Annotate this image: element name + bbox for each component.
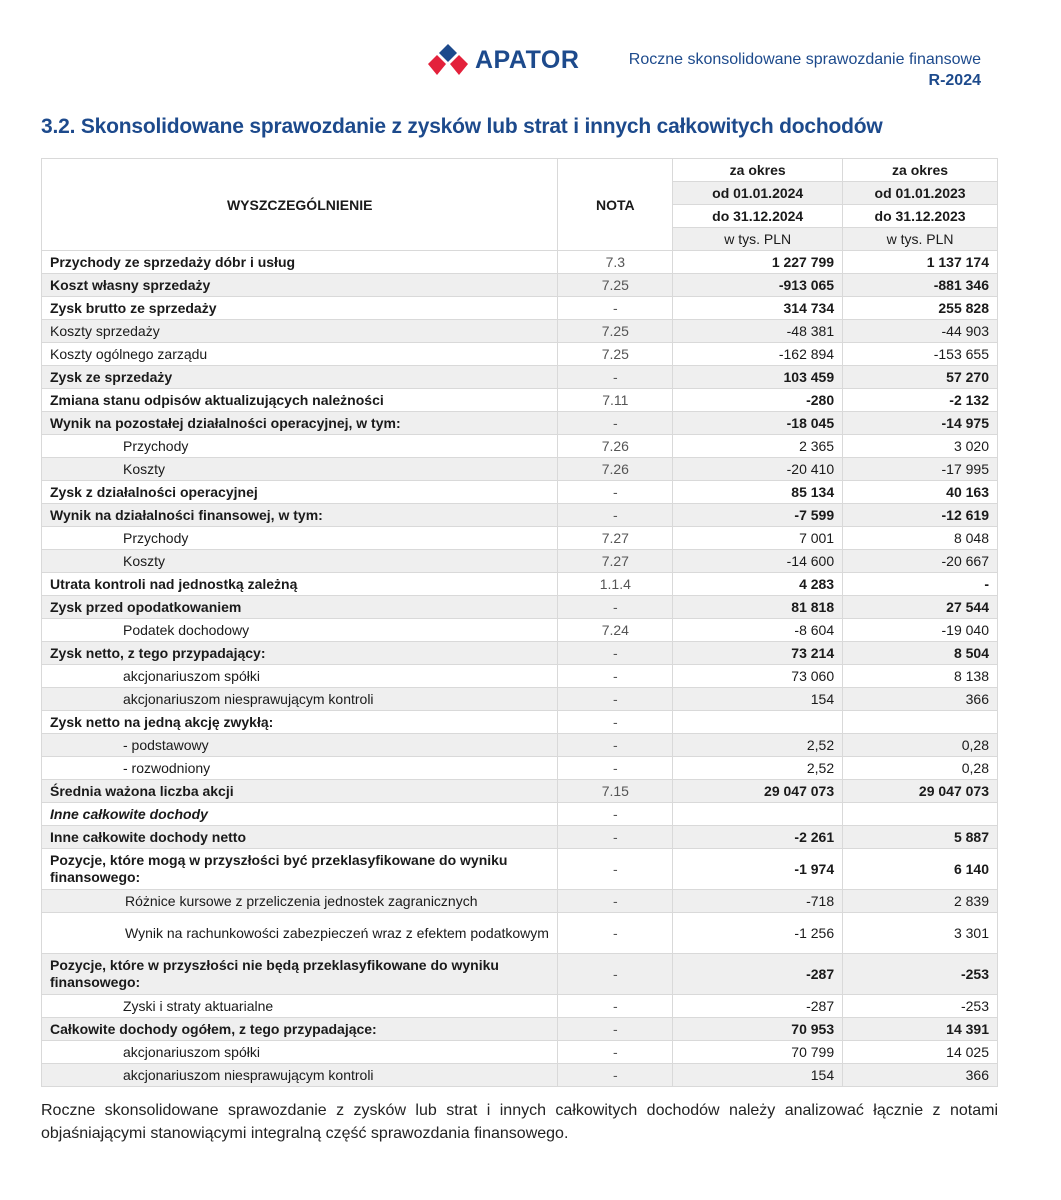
row-value-2023: 8 048: [843, 527, 998, 550]
row-value-2024: 81 818: [673, 596, 843, 619]
row-label: akcjonariuszom spółki: [42, 1041, 558, 1064]
row-value-2023: -17 995: [843, 458, 998, 481]
row-value-2024: -1 974: [673, 849, 843, 890]
row-value-2023: 1 137 174: [843, 251, 998, 274]
row-value-2023: 0,28: [843, 757, 998, 780]
row-note: -: [558, 995, 673, 1018]
row-label: Przychody: [42, 527, 558, 550]
row-note: -: [558, 366, 673, 389]
row-note: -: [558, 826, 673, 849]
row-note: 7.24: [558, 619, 673, 642]
row-value-2024: -2 261: [673, 826, 843, 849]
row-label: Zysk z działalności operacyjnej: [42, 481, 558, 504]
row-value-2023: 0,28: [843, 734, 998, 757]
row-note: -: [558, 711, 673, 734]
row-value-2023: -253: [843, 995, 998, 1018]
column-header-item: WYSZCZEGÓLNIENIE: [42, 159, 558, 251]
row-label: Inne całkowite dochody netto: [42, 826, 558, 849]
table-row: [42, 320, 998, 343]
row-note: -: [558, 665, 673, 688]
column-header-note: NOTA: [558, 159, 673, 251]
row-value-2024: 2,52: [673, 757, 843, 780]
row-label: Średnia ważona liczba akcji: [42, 780, 558, 803]
table-row: [42, 757, 998, 780]
row-note: 7.27: [558, 550, 673, 573]
row-value-2023: 27 544: [843, 596, 998, 619]
row-value-2024: -280: [673, 389, 843, 412]
row-value-2024: 7 001: [673, 527, 843, 550]
row-value-2023: 3 020: [843, 435, 998, 458]
row-value-2023: -19 040: [843, 619, 998, 642]
row-note: 7.27: [558, 527, 673, 550]
row-value-2023: -153 655: [843, 343, 998, 366]
row-note: -: [558, 297, 673, 320]
row-label: Wynik na pozostałej działalności operacyjnej, w tym:: [42, 412, 558, 435]
table-row: [42, 389, 998, 412]
row-label: Pozycje, które w przyszłości nie będą przeklasyfikowane do wyniku finansowego:: [42, 954, 558, 995]
column-header-2023-unit: w tys. PLN: [843, 228, 998, 251]
apator-diamond-logo-icon: [426, 44, 470, 80]
table-row: [42, 1018, 998, 1041]
table-row: [42, 596, 998, 619]
row-label: akcjonariuszom spółki: [42, 665, 558, 688]
row-value-2024: -1 256: [673, 913, 843, 954]
row-value-2024: 103 459: [673, 366, 843, 389]
row-note: -: [558, 642, 673, 665]
row-value-2023: 255 828: [843, 297, 998, 320]
table-row: [42, 734, 998, 757]
row-note: 7.15: [558, 780, 673, 803]
footnote: Roczne skonsolidowane sprawozdanie z zysków lub strat i innych całkowitych dochodów należy analizować łącznie z notami objaśniającymi stanowiącymi integralną część sprawozdania finansowego.: [41, 1102, 998, 1142]
income-statement-table: [41, 158, 998, 1087]
row-label: Koszty: [42, 458, 558, 481]
row-value-2024: 70 953: [673, 1018, 843, 1041]
row-value-2024: [673, 711, 843, 734]
row-value-2023: [843, 803, 998, 826]
table-row: [42, 343, 998, 366]
row-value-2023: 366: [843, 688, 998, 711]
row-value-2023: 40 163: [843, 481, 998, 504]
row-label: - rozwodniony: [42, 757, 558, 780]
row-value-2023: 6 140: [843, 849, 998, 890]
row-label: Zmiana stanu odpisów aktualizujących należności: [42, 389, 558, 412]
row-value-2024: 73 214: [673, 642, 843, 665]
row-note: 7.26: [558, 458, 673, 481]
row-value-2024: 1 227 799: [673, 251, 843, 274]
row-value-2024: 73 060: [673, 665, 843, 688]
row-label: Zysk netto, z tego przypadający:: [42, 642, 558, 665]
column-header-2024-from: od 01.01.2024: [673, 182, 843, 205]
table-row: [42, 297, 998, 320]
row-label: Koszt własny sprzedaży: [42, 274, 558, 297]
row-label: Podatek dochodowy: [42, 619, 558, 642]
row-note: -: [558, 688, 673, 711]
row-value-2024: -48 381: [673, 320, 843, 343]
row-value-2023: -: [843, 573, 998, 596]
table-row: [42, 890, 998, 913]
column-header-2024-to: do 31.12.2024: [673, 205, 843, 228]
table-row: [42, 458, 998, 481]
row-note: -: [558, 757, 673, 780]
report-title: Roczne skonsolidowane sprawozdanie finansowe: [628, 51, 981, 68]
table-row: [42, 504, 998, 527]
table-row: [42, 826, 998, 849]
row-label: Przychody: [42, 435, 558, 458]
row-label: Koszty sprzedaży: [42, 320, 558, 343]
table-row: [42, 642, 998, 665]
row-note: -: [558, 803, 673, 826]
row-value-2024: 2 365: [673, 435, 843, 458]
table-row: [42, 688, 998, 711]
row-note: -: [558, 954, 673, 995]
table-row: [42, 780, 998, 803]
row-label: akcjonariuszom niesprawującym kontroli: [42, 1064, 558, 1087]
row-note: -: [558, 596, 673, 619]
row-note: -: [558, 1041, 673, 1064]
row-value-2023: -253: [843, 954, 998, 995]
row-value-2023: -14 975: [843, 412, 998, 435]
row-value-2024: -287: [673, 954, 843, 995]
table-row: [42, 1041, 998, 1064]
table-row: [42, 803, 998, 826]
row-label: Wynik na działalności finansowej, w tym:: [42, 504, 558, 527]
row-value-2023: -881 346: [843, 274, 998, 297]
row-label: akcjonariuszom niesprawującym kontroli: [42, 688, 558, 711]
row-label: Koszty: [42, 550, 558, 573]
row-value-2024: -18 045: [673, 412, 843, 435]
table-row: [42, 251, 998, 274]
row-value-2024: -162 894: [673, 343, 843, 366]
row-note: 7.3: [558, 251, 673, 274]
page-header: [0, 0, 1061, 100]
row-label: Różnice kursowe z przeliczenia jednostek zagranicznych: [42, 890, 558, 913]
row-note: -: [558, 504, 673, 527]
table-row: [42, 481, 998, 504]
row-value-2024: -8 604: [673, 619, 843, 642]
column-header-2023-to: do 31.12.2023: [843, 205, 998, 228]
row-label: Zysk brutto ze sprzedaży: [42, 297, 558, 320]
row-label: Koszty ogólnego zarządu: [42, 343, 558, 366]
row-note: -: [558, 412, 673, 435]
row-value-2024: [673, 803, 843, 826]
row-value-2023: 14 025: [843, 1041, 998, 1064]
table-row: [42, 435, 998, 458]
column-header-2023-from: od 01.01.2023: [843, 182, 998, 205]
row-label: Przychody ze sprzedaży dóbr i usług: [42, 251, 558, 274]
table-row: [42, 1064, 998, 1087]
row-value-2024: -287: [673, 995, 843, 1018]
column-header-period-2024: za okres: [673, 159, 843, 182]
report-code: R-2024: [928, 72, 981, 89]
row-value-2024: 154: [673, 688, 843, 711]
column-header-period-2023: za okres: [843, 159, 998, 182]
table-row: [42, 913, 998, 954]
row-value-2024: 2,52: [673, 734, 843, 757]
table-row: [42, 366, 998, 389]
row-note: 7.26: [558, 435, 673, 458]
row-value-2024: -7 599: [673, 504, 843, 527]
row-value-2024: -913 065: [673, 274, 843, 297]
row-value-2024: 314 734: [673, 297, 843, 320]
row-value-2024: 29 047 073: [673, 780, 843, 803]
row-label: - podstawowy: [42, 734, 558, 757]
row-value-2023: 8 504: [843, 642, 998, 665]
row-value-2024: 70 799: [673, 1041, 843, 1064]
row-value-2023: 2 839: [843, 890, 998, 913]
row-label: Zysk netto na jedną akcję zwykłą:: [42, 711, 558, 734]
row-note: -: [558, 734, 673, 757]
table-row: [42, 665, 998, 688]
row-label: Całkowite dochody ogółem, z tego przypadające:: [42, 1018, 558, 1041]
brand-name: APATOR: [475, 46, 580, 74]
table-row: [42, 954, 998, 995]
row-value-2023: -12 619: [843, 504, 998, 527]
row-label: Inne całkowite dochody: [42, 803, 558, 826]
table-row: [42, 274, 998, 297]
table-row: [42, 711, 998, 734]
row-note: -: [558, 1018, 673, 1041]
table-row: [42, 527, 998, 550]
row-note: -: [558, 481, 673, 504]
row-note: 7.25: [558, 274, 673, 297]
row-value-2023: 29 047 073: [843, 780, 998, 803]
row-value-2023: 57 270: [843, 366, 998, 389]
table-row: [42, 995, 998, 1018]
row-note: 7.25: [558, 320, 673, 343]
row-note: -: [558, 913, 673, 954]
row-label: Zysk ze sprzedaży: [42, 366, 558, 389]
row-value-2023: 8 138: [843, 665, 998, 688]
row-value-2023: 5 887: [843, 826, 998, 849]
row-label: Zyski i straty aktuarialne: [42, 995, 558, 1018]
table-row: [42, 550, 998, 573]
row-value-2023: 366: [843, 1064, 998, 1087]
row-value-2024: 85 134: [673, 481, 843, 504]
row-label: Zysk przed opodatkowaniem: [42, 596, 558, 619]
row-label: Pozycje, które mogą w przyszłości być przeklasyfikowane do wyniku finansowego:: [42, 849, 558, 890]
table-row: [42, 619, 998, 642]
row-note: 7.25: [558, 343, 673, 366]
row-value-2024: 154: [673, 1064, 843, 1087]
row-label: Utrata kontroli nad jednostką zależną: [42, 573, 558, 596]
table-row: [42, 412, 998, 435]
row-value-2023: 14 391: [843, 1018, 998, 1041]
row-note: 1.1.4: [558, 573, 673, 596]
row-note: -: [558, 849, 673, 890]
table-row: [42, 849, 998, 890]
row-value-2023: 3 301: [843, 913, 998, 954]
row-note: -: [558, 1064, 673, 1087]
column-header-2024-unit: w tys. PLN: [673, 228, 843, 251]
section-title: 3.2. Skonsolidowane sprawozdanie z zysków lub strat i innych całkowitych dochodów: [41, 115, 883, 138]
row-note: 7.11: [558, 389, 673, 412]
row-value-2023: [843, 711, 998, 734]
row-value-2023: -2 132: [843, 389, 998, 412]
row-value-2024: -20 410: [673, 458, 843, 481]
row-value-2023: -44 903: [843, 320, 998, 343]
row-value-2024: 4 283: [673, 573, 843, 596]
row-value-2024: -14 600: [673, 550, 843, 573]
row-value-2023: -20 667: [843, 550, 998, 573]
table-row: [42, 573, 998, 596]
row-value-2024: -718: [673, 890, 843, 913]
row-note: -: [558, 890, 673, 913]
row-label: Wynik na rachunkowości zabezpieczeń wraz z efektem podatkowym: [42, 913, 558, 954]
